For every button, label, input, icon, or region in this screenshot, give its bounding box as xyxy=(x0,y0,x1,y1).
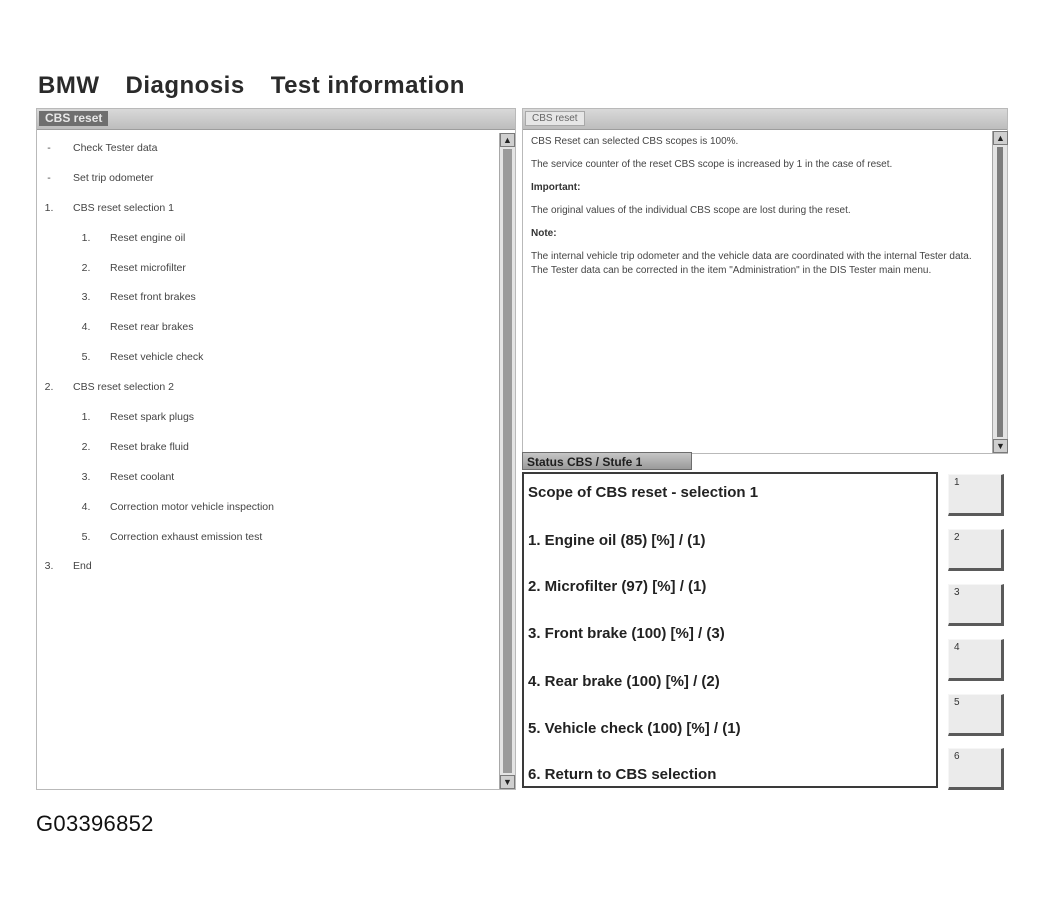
select-button-1[interactable]: 1 xyxy=(948,474,1004,516)
tree-item[interactable]: 2. CBS reset selection 2 xyxy=(44,381,174,394)
figure-id: G03396852 xyxy=(36,811,154,836)
scroll-down-arrow-icon[interactable]: ▼ xyxy=(993,439,1008,453)
tree-item[interactable]: 2. Reset microfilter xyxy=(81,261,186,274)
scope-item-front-brake[interactable]: 3. Front brake (100) [%] / (3) xyxy=(528,625,725,642)
info-paragraph: CBS Reset can selected CBS scopes is 100%. xyxy=(531,136,739,147)
select-button-6[interactable]: 6 xyxy=(948,748,1004,790)
scope-item-microfilter[interactable]: 2. Microfilter (97) [%] / (1) xyxy=(528,578,707,595)
scope-item-engine-oil[interactable]: 1. Engine oil (85) [%] / (1) xyxy=(528,532,706,549)
info-panel-header xyxy=(523,109,1007,130)
tree-item[interactable]: 5. Correction exhaust emission test xyxy=(81,530,263,543)
scroll-up-arrow-icon[interactable]: ▲ xyxy=(500,133,515,147)
test-plan-tree xyxy=(37,133,495,581)
test-plan-scrollbar[interactable] xyxy=(499,133,515,789)
info-panel-header-label: CBS reset xyxy=(525,111,585,126)
info-panel xyxy=(522,108,1008,454)
app-title-brand: BMW xyxy=(38,72,100,99)
tree-item[interactable]: 1. CBS reset selection 1 xyxy=(44,201,174,214)
select-button-3[interactable]: 3 xyxy=(948,584,1004,626)
scroll-thumb[interactable] xyxy=(503,149,512,773)
tree-item[interactable]: - Check Tester data xyxy=(47,141,158,154)
scope-selection-box xyxy=(522,472,938,788)
tree-item[interactable]: 4. Correction motor vehicle inspection xyxy=(81,500,274,513)
tree-item[interactable]: 1. Reset engine oil xyxy=(81,231,186,244)
scope-item-return[interactable]: 6. Return to CBS selection xyxy=(528,766,717,783)
tree-item[interactable]: 3. Reset coolant xyxy=(81,470,175,483)
info-heading-note: Note: xyxy=(531,228,557,239)
test-plan-header xyxy=(37,109,515,130)
scroll-thumb[interactable] xyxy=(997,147,1003,437)
tree-item[interactable]: 3. End xyxy=(44,560,92,573)
info-paragraph: The service counter of the reset CBS scope is increased by 1 in the case of reset. xyxy=(531,159,893,170)
select-button-2[interactable]: 2 xyxy=(948,529,1004,571)
scope-item-vehicle-check[interactable]: 5. Vehicle check (100) [%] / (1) xyxy=(528,720,741,737)
scroll-down-arrow-icon[interactable]: ▼ xyxy=(500,775,515,789)
tree-item[interactable]: 1. Reset spark plugs xyxy=(81,410,195,423)
test-plan-panel xyxy=(36,108,516,790)
info-paragraph: The original values of the individual CBS scope are lost during the reset. xyxy=(531,205,851,216)
app-title-mode: Diagnosis xyxy=(125,72,245,99)
info-scrollbar[interactable] xyxy=(992,131,1007,453)
info-text xyxy=(531,135,981,287)
select-button-4[interactable]: 4 xyxy=(948,639,1004,681)
test-plan-header-label: CBS reset xyxy=(39,111,108,126)
scope-item-rear-brake[interactable]: 4. Rear brake (100) [%] / (2) xyxy=(528,673,720,690)
select-button-5[interactable]: 5 xyxy=(948,694,1004,736)
info-paragraph: The internal vehicle trip odometer and the vehicle data are coordinated with the internal Tester data. The Tester data can be corrected in the item "Administration" in the DIS Tester main menu. xyxy=(531,251,972,276)
tree-item[interactable]: 5. Reset vehicle check xyxy=(81,351,204,364)
scroll-up-arrow-icon[interactable]: ▲ xyxy=(993,131,1008,145)
tree-item[interactable]: 2. Reset brake fluid xyxy=(81,440,189,453)
tree-item[interactable]: 4. Reset rear brakes xyxy=(81,321,194,334)
tree-item[interactable]: 3. Reset front brakes xyxy=(81,291,196,304)
tree-item[interactable]: - Set trip odometer xyxy=(47,171,154,184)
scope-tab: Status CBS / Stufe 1 xyxy=(522,452,692,470)
scope-title: Scope of CBS reset - selection 1 xyxy=(528,484,759,501)
app-title xyxy=(38,72,491,100)
info-heading-important: Important: xyxy=(531,182,581,193)
app-title-section: Test information xyxy=(270,72,465,99)
